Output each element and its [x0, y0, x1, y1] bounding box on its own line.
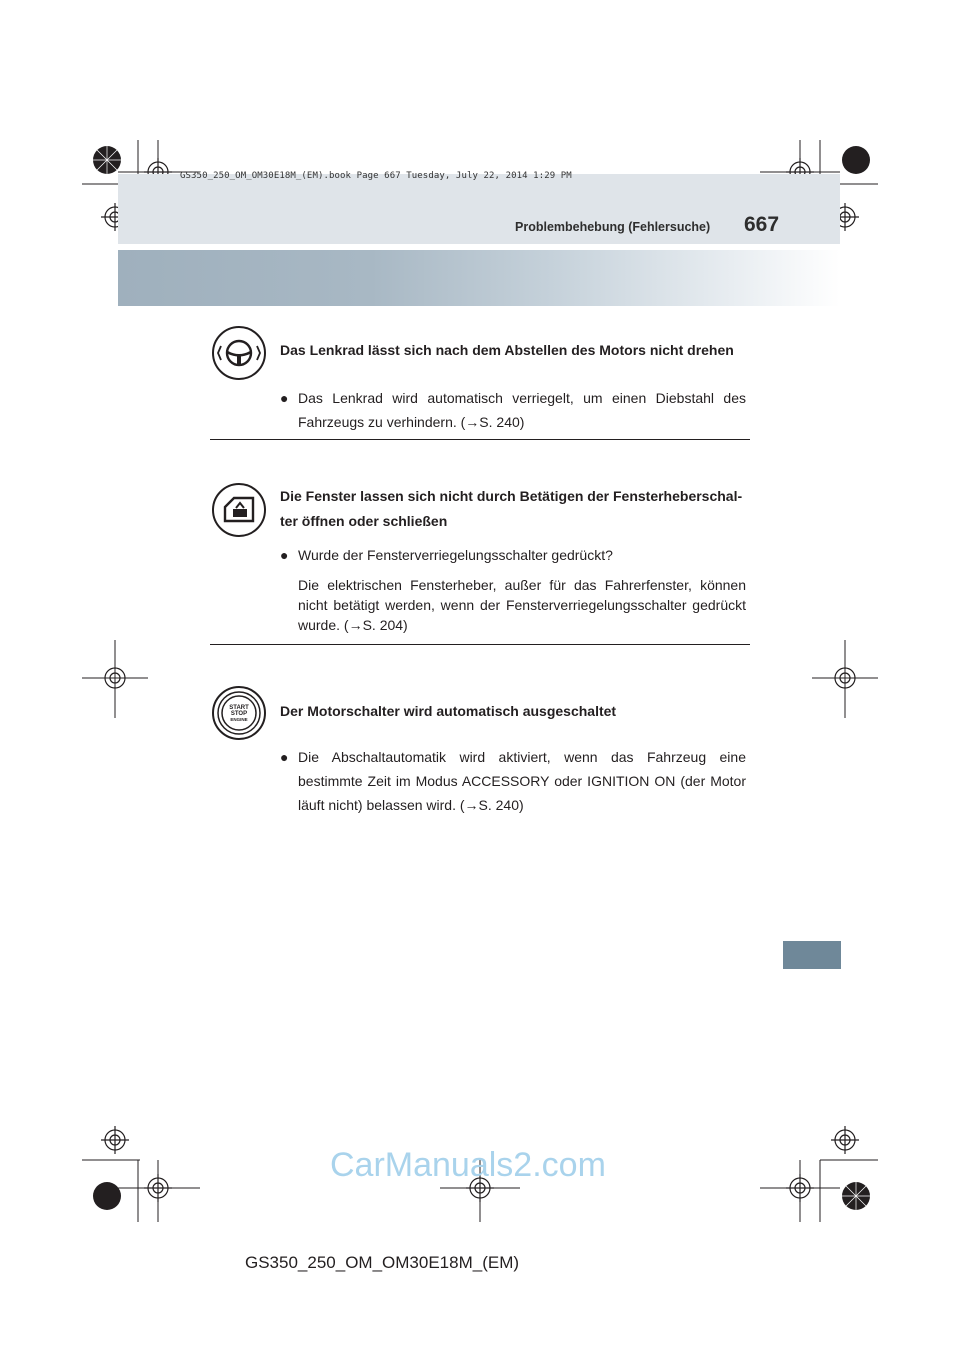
- bullet-text: Das Lenkrad wird automatisch verriegelt, um einen Diebstahl des Fahrzeugs zu verhindern. (→S. 240): [298, 390, 746, 430]
- bullet-text: Die Abschaltautomatik wird aktiviert, wenn das Fahrzeug eine bestimmte Zeit im Modus ACCESSORY oder IGNITION ON (der Motor läuft nicht) belassen wird. (→S. 240): [298, 749, 746, 813]
- issue-title: Das Lenkrad lässt sich nach dem Abstellen des Motors nicht drehen: [280, 342, 734, 358]
- window-lock-icon: [212, 483, 266, 537]
- icon-label-start: START: [229, 705, 249, 711]
- issue-title: Der Motorschalter wird automatisch ausgeschaltet: [280, 703, 617, 719]
- header-band: [118, 174, 840, 244]
- chapter-gradient-band: [118, 250, 840, 306]
- bullet-text: Wurde der Fensterverriegelungsschalter gedrückt?: [298, 547, 613, 563]
- page-number: 667: [744, 213, 780, 236]
- print-info: GS350_250_OM_OM30E18M_(EM).book Page 667 Tuesday, July 22, 2014 1:29 PM: [180, 171, 572, 181]
- issue-title: Die Fenster lassen sich nicht durch Betätigen der Fensterheberschal- ter öffnen oder schließen: [280, 488, 743, 529]
- steering-wheel-warning-icon: [212, 326, 266, 380]
- section-divider: [210, 644, 750, 645]
- bullet-marker: ●: [280, 390, 289, 406]
- icon-label-stop: STOP: [230, 711, 248, 717]
- bullet-marker: ●: [280, 547, 289, 563]
- section-title: Problembehebung (Fehlersuche): [515, 220, 711, 234]
- chapter-side-tab: [783, 941, 841, 969]
- bullet-marker: ●: [280, 749, 289, 765]
- watermark-text: CarManuals2.com: [330, 1146, 606, 1184]
- section-divider: [210, 439, 750, 440]
- engine-start-stop-button-icon: [212, 686, 266, 740]
- icon-label-engine: ENGINE: [230, 717, 248, 722]
- body-text: Die elektrischen Fensterheber, außer für das Fahrerfenster, können nicht betätigt werden, wenn der Fensterverriegelungsschalter gedrückt wurde. (→S. 204): [298, 577, 746, 633]
- footer-doc-code: GS350_250_OM_OM30E18M_(EM): [245, 1253, 520, 1272]
